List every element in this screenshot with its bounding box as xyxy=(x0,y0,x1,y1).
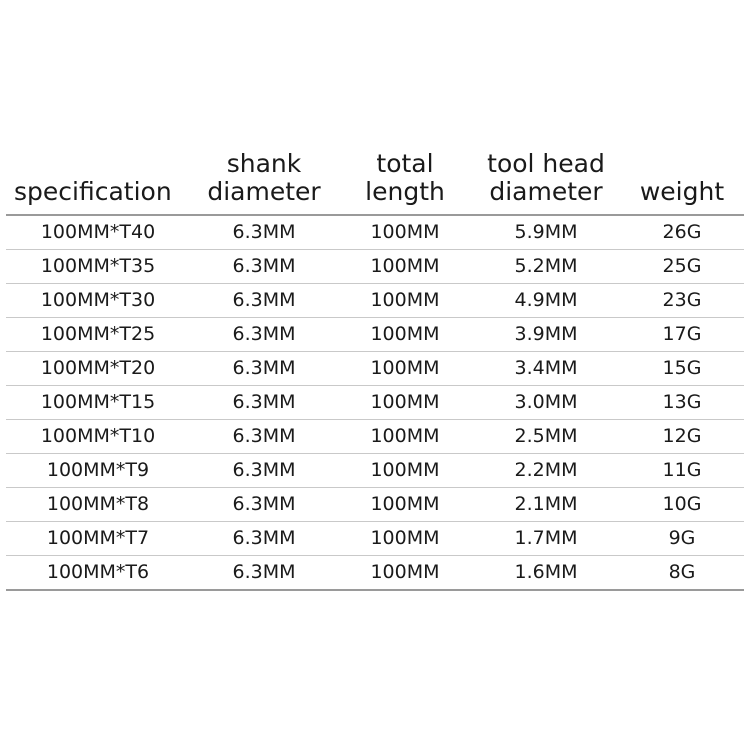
table-row xyxy=(6,522,744,556)
cell-shank-diameter: 6.3MM xyxy=(190,284,338,318)
column-header-tool-head-diameter xyxy=(472,150,620,215)
cell-shank-diameter: 6.3MM xyxy=(190,250,338,284)
cell-tool-head-diameter: 4.9MM xyxy=(472,284,620,318)
cell-weight: 9G xyxy=(620,522,744,556)
cell-shank-diameter: 6.3MM xyxy=(190,420,338,454)
table-row xyxy=(6,284,744,318)
cell-total-length: 100MM xyxy=(338,352,472,386)
table-header xyxy=(6,150,744,215)
cell-tool-head-diameter: 3.9MM xyxy=(472,318,620,352)
cell-total-length: 100MM xyxy=(338,284,472,318)
cell-tool-head-diameter: 2.1MM xyxy=(472,488,620,522)
cell-tool-head-diameter: 1.7MM xyxy=(472,522,620,556)
cell-specification: 100MM*T35 xyxy=(6,250,190,284)
column-header-total-length-line2: length xyxy=(365,177,445,206)
cell-specification: 100MM*T8 xyxy=(6,488,190,522)
cell-total-length: 100MM xyxy=(338,522,472,556)
cell-total-length: 100MM xyxy=(338,386,472,420)
cell-total-length: 100MM xyxy=(338,420,472,454)
cell-weight: 17G xyxy=(620,318,744,352)
cell-total-length: 100MM xyxy=(338,454,472,488)
cell-specification: 100MM*T7 xyxy=(6,522,190,556)
cell-weight: 23G xyxy=(620,284,744,318)
column-header-total-length xyxy=(338,150,472,215)
cell-total-length: 100MM xyxy=(338,556,472,591)
cell-total-length: 100MM xyxy=(338,318,472,352)
cell-tool-head-diameter: 5.2MM xyxy=(472,250,620,284)
cell-specification: 100MM*T6 xyxy=(6,556,190,591)
cell-weight: 12G xyxy=(620,420,744,454)
column-header-tool-head-diameter-line2: diameter xyxy=(489,177,603,206)
column-header-total-length-line1: total xyxy=(376,149,434,178)
cell-total-length: 100MM xyxy=(338,250,472,284)
table-row xyxy=(6,386,744,420)
cell-shank-diameter: 6.3MM xyxy=(190,352,338,386)
table-row xyxy=(6,352,744,386)
cell-shank-diameter: 6.3MM xyxy=(190,215,338,250)
column-header-specification xyxy=(6,150,190,215)
cell-tool-head-diameter: 5.9MM xyxy=(472,215,620,250)
specification-table xyxy=(6,150,744,591)
cell-specification: 100MM*T20 xyxy=(6,352,190,386)
cell-weight: 25G xyxy=(620,250,744,284)
cell-tool-head-diameter: 2.5MM xyxy=(472,420,620,454)
cell-shank-diameter: 6.3MM xyxy=(190,454,338,488)
cell-specification: 100MM*T25 xyxy=(6,318,190,352)
cell-weight: 11G xyxy=(620,454,744,488)
column-header-tool-head-diameter-line1: tool head xyxy=(487,149,605,178)
column-header-shank-diameter-line2: diameter xyxy=(207,177,321,206)
table-row xyxy=(6,454,744,488)
column-header-shank-diameter xyxy=(190,150,338,215)
table-row xyxy=(6,556,744,591)
cell-tool-head-diameter: 2.2MM xyxy=(472,454,620,488)
cell-specification: 100MM*T30 xyxy=(6,284,190,318)
cell-shank-diameter: 6.3MM xyxy=(190,318,338,352)
cell-shank-diameter: 6.3MM xyxy=(190,488,338,522)
cell-total-length: 100MM xyxy=(338,488,472,522)
table-header-row xyxy=(6,150,744,215)
column-header-weight xyxy=(620,150,744,215)
table-row xyxy=(6,215,744,250)
cell-weight: 15G xyxy=(620,352,744,386)
table-row xyxy=(6,488,744,522)
cell-weight: 8G xyxy=(620,556,744,591)
cell-specification: 100MM*T9 xyxy=(6,454,190,488)
table-row xyxy=(6,318,744,352)
table-row xyxy=(6,250,744,284)
cell-shank-diameter: 6.3MM xyxy=(190,556,338,591)
specification-table-container xyxy=(0,150,750,591)
table-body xyxy=(6,215,744,590)
cell-tool-head-diameter: 3.0MM xyxy=(472,386,620,420)
cell-shank-diameter: 6.3MM xyxy=(190,386,338,420)
cell-tool-head-diameter: 1.6MM xyxy=(472,556,620,591)
table-row xyxy=(6,420,744,454)
cell-specification: 100MM*T40 xyxy=(6,215,190,250)
column-header-shank-diameter-line1: shank xyxy=(226,149,302,178)
cell-shank-diameter: 6.3MM xyxy=(190,522,338,556)
column-header-specification-line1: specification xyxy=(14,177,172,206)
column-header-weight-line1: weight xyxy=(639,177,725,206)
cell-specification: 100MM*T15 xyxy=(6,386,190,420)
cell-specification: 100MM*T10 xyxy=(6,420,190,454)
cell-weight: 13G xyxy=(620,386,744,420)
cell-weight: 10G xyxy=(620,488,744,522)
cell-tool-head-diameter: 3.4MM xyxy=(472,352,620,386)
cell-weight: 26G xyxy=(620,215,744,250)
cell-total-length: 100MM xyxy=(338,215,472,250)
